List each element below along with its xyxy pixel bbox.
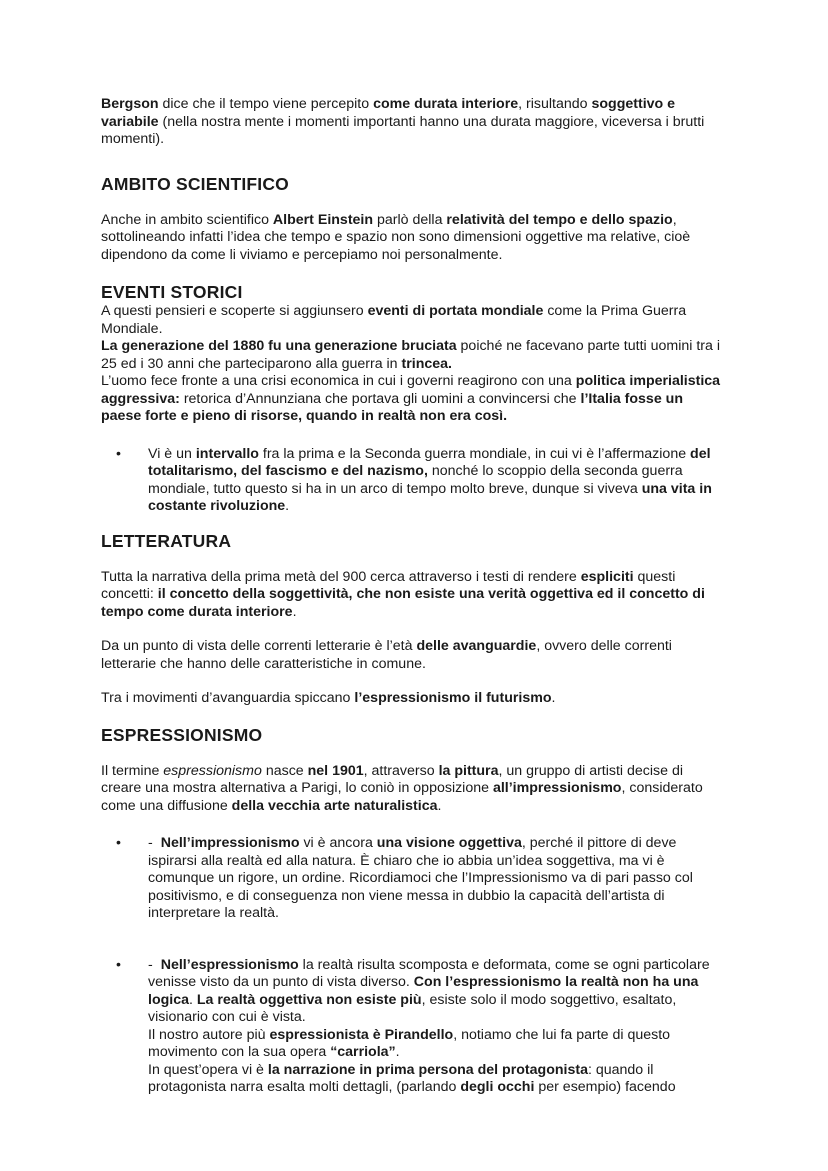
text-run: Tutta la narrativa della prima metà del 900 cerca attraverso i testi di rendere [101, 568, 581, 585]
heading-letteratura: LETTERATURA [101, 530, 232, 551]
bold-text: una visione oggettiva [376, 835, 522, 851]
text-run: , risultando [518, 96, 592, 112]
text-run: , un gruppo di artisti decise di creare una mostra alternativa a Parigi, lo coniò in opposizione [101, 762, 684, 796]
list-item-text [148, 1027, 670, 1061]
text-run: (nella nostra mente i momenti importanti hanno una durata maggiore, viceversa i brutti momenti). [101, 113, 705, 147]
text-run: come la Prima Guerra Mondiale. [101, 303, 687, 337]
italic-text: espressionismo [163, 762, 262, 779]
paragraph-narrativa [101, 569, 725, 622]
text-run: retorica d’Annunziana che portava gli uomini a convincersi che [179, 390, 581, 407]
bold-text: il concetto della soggettività, che non esiste una verità oggettiva ed il concetto di tempo come durata interiore [101, 586, 705, 620]
bullet-marker: • [116, 445, 121, 462]
paragraph-avanguardie [101, 638, 725, 673]
text-run: , esiste solo il modo soggettivo, esaltato, visionario con cui è vista. [148, 991, 677, 1025]
bold-text: delle avanguardie [416, 638, 537, 654]
bold-text: Con l’espressionismo la realtà non ha una logica [148, 974, 699, 1008]
bold-text: intervallo [195, 445, 259, 462]
bold-text: l’espressionismo il futurismo [354, 690, 552, 706]
text-run: . [292, 603, 297, 620]
paragraph-movimenti [101, 690, 725, 708]
bold-text: politica imperialistica aggressiva: [101, 373, 721, 407]
bold-text: la narrazione in prima persona del protagonista [267, 1061, 588, 1078]
text-run: questi concetti: [101, 568, 676, 602]
text-run: dice che il tempo viene percepito [158, 96, 374, 112]
text-run: , perché il pittore di deve ispirarsi alla realtà ed alla natura. È chiaro che io abbia un’idea soggettiva, ma vi è comunque un rigore, un ordine. Ricordiamoci che l’Impressionismo va di pari passo col positivismo, e di conseguenza non viene messa in dubbio la capacità dell’artista di interpretare la realtà. [148, 835, 693, 921]
bold-text: trincea. [401, 355, 452, 372]
bold-text: degli occhi [460, 1079, 535, 1095]
heading-espressionismo: ESPRESSIONISMO [101, 724, 263, 745]
bold-text: Nell’espressionismo [160, 956, 299, 973]
text-run: nasce [261, 762, 308, 779]
text-run: per esempio) facendo [534, 1079, 676, 1095]
bold-text: “carriola” [330, 1044, 396, 1060]
text-run: vi è ancora [299, 835, 377, 851]
text-run: . [285, 498, 290, 514]
bold-text: Albert Einstein [272, 211, 374, 228]
heading-eventi-storici: EVENTI STORICI [101, 282, 243, 302]
text-run: Il nostro autore più [148, 1026, 270, 1043]
text-run: . [395, 1044, 400, 1060]
paragraph-crisi-economica [101, 373, 725, 426]
bold-text: eventi di portata mondiale [367, 303, 544, 319]
paragraph-generazione-bruciata [101, 338, 725, 373]
list-item-text [148, 957, 710, 1026]
text-run: fra la prima e la Seconda guerra mondiale, in cui vi è l’affermazione [258, 445, 691, 462]
text-run: . [437, 797, 442, 814]
bullet-list-espressionismo [101, 957, 725, 1097]
bold-text: la pittura [438, 762, 499, 779]
text-run: nonché lo scoppio della seconda guerra mondiale, tutto questo si ha in un arco di tempo molto breve, dunque si viveva [148, 463, 683, 497]
text-run: , notiamo che lui fa parte di questo movimento con la sua opera [148, 1026, 671, 1060]
bold-text: l’Italia fosse un paese forte e pieno di risorse, quando in realtà non era così. [101, 390, 683, 424]
paragraph-eventi-mondiali [101, 303, 725, 338]
bold-text: come durata interiore [373, 96, 519, 112]
text-run: : quando il protagonista narra esalta molti dettagli, (parlando [148, 1061, 654, 1095]
list-item [101, 957, 725, 1097]
text-run: , ovvero delle correnti letterarie che hanno delle caratteristiche in comune. [101, 638, 672, 672]
paragraph-espressionismo [101, 763, 725, 816]
list-item-text [148, 446, 712, 515]
bold-text: una vita in costante rivoluzione [148, 480, 712, 514]
text-run: . [551, 690, 556, 706]
bold-text: espressionista è Pirandello [269, 1026, 454, 1043]
bold-text: all’impressionismo [492, 780, 622, 796]
text-run: Anche in ambito scientifico [101, 211, 273, 228]
text-run: Da un punto di vista delle correnti letterarie è l’età [101, 638, 417, 654]
list-item [101, 835, 725, 923]
bold-text: espliciti [580, 568, 634, 585]
dash-marker: - [148, 835, 153, 851]
bold-text: La generazione del 1880 fu una generazione bruciata [101, 338, 457, 354]
text-run: poiché ne facevano parte tutti uomini tra i 25 ed i 30 anni che parteciparono alla guerra in [101, 338, 721, 372]
paragraph-einstein [101, 212, 725, 265]
bold-text: nel 1901 [307, 762, 364, 779]
text-run: Vi è un [148, 445, 196, 462]
text-run: A questi pensieri e scoperte si aggiunsero [101, 303, 368, 319]
text-run: , attraverso [363, 762, 439, 779]
text-run: , considerato come una diffusione [101, 780, 703, 814]
dash-marker: - [148, 956, 153, 973]
text-run: . [189, 991, 197, 1008]
text-run: In quest’opera vi è [148, 1061, 268, 1078]
paragraph-bergson [101, 96, 725, 149]
bold-text: della vecchia arte naturalistica [231, 797, 438, 814]
text-run: la realtà risulta scomposta e deformata, come se ogni particolare venisse visto da un punto di vista diverso. [148, 956, 710, 990]
document-page [101, 96, 725, 1097]
bold-text: La realtà oggettiva non esiste più [196, 991, 422, 1008]
bold-text: relatività del tempo e dello spazio [446, 211, 673, 228]
bold-text: soggettivo e variabile [101, 96, 676, 130]
bullet-marker: • [116, 956, 121, 973]
list-item-text [148, 835, 693, 921]
text-run: L’uomo fece fronte a una crisi economica in cui i governi reagirono con una [101, 373, 576, 389]
list-item-text [148, 1062, 676, 1096]
heading-ambito-scientifico: AMBITO SCIENTIFICO [101, 173, 289, 194]
text-run: , sottolineando infatti l’idea che tempo e spazio non sono dimensioni oggettive ma relative, cioè dipendono da come li viviamo e percepiamo noi personalmente. [101, 211, 691, 263]
bold-text: Nell’impressionismo [160, 835, 300, 851]
bold-text: Bergson [101, 96, 159, 112]
bullet-list-impressionismo [101, 835, 725, 923]
text-run: parlò della [373, 211, 447, 228]
bullet-marker: • [116, 835, 121, 851]
text-run: Tra i movimenti d’avanguardia spiccano [101, 690, 355, 706]
bullet-list-storici [101, 446, 725, 516]
list-item [101, 446, 725, 516]
text-run: Il termine [101, 762, 164, 779]
bold-text: del totalitarismo, del fascismo e del nazismo, [148, 445, 711, 479]
